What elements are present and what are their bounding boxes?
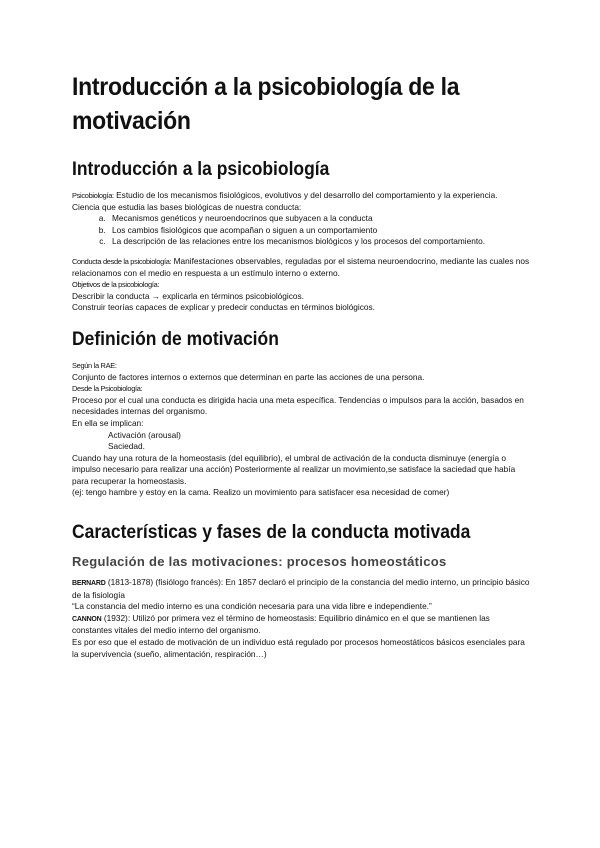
example-line: (ej: tengo hambre y estoy en la cama. Realizo un movimiento para satisfacer esa necesidad de comer): [72, 487, 450, 498]
conducta-paragraph: [72, 256, 532, 279]
objetivo-line: Construir teorías capaces de explicar y predecir conductas en términos biológicos.: [72, 302, 375, 313]
objetivo-line: Describir la conducta → explicarla en términos psicobiológicos.: [72, 290, 304, 301]
list-item: a. Mecanismos genéticos y neuroendocrinos que subyacen a la conducta: [108, 213, 532, 225]
conducta-label: Conducta desde la psicobiología:: [72, 256, 172, 266]
subsection-heading: Regulación de las motivaciones: procesos homeostáticos: [72, 554, 447, 570]
definition-text: Estudio de los mecanismos fisiológicos, evolutivos y del desarrollo del comportamiento y la experiencia.: [113, 190, 498, 200]
document-page: [72, 70, 532, 674]
bases-list: [72, 213, 532, 248]
psicobiologia-text: Proceso por el cual una conducta es dirigida hacia una meta específica. Tendencias o impulsos para la acción, basados en necesidades internas del organismo.: [72, 394, 524, 417]
list-item: c. La descripción de las relaciones entre los mecanismos biológicos y los procesos del comportamiento.: [108, 236, 532, 248]
spacer: [72, 248, 532, 256]
definition-paragraph: [72, 190, 532, 202]
quote-line: “La constancia del medio interno es una condición necesaria para una vida libre e independiente.”: [72, 601, 432, 612]
cannon-paragraph: [72, 613, 532, 637]
section-caracteristicas: [72, 521, 532, 660]
ciencia-line: Ciencia que estudia las bases biológicas de nuestra conducta:: [72, 201, 302, 212]
conducta-text: Manifestaciones observables, reguladas por el sistema neuroendocrino, mediante las cuales nos relacionamos con el medio en respuesta a un estímulo interno o externo.: [72, 255, 530, 278]
final-paragraph: Es por eso que el estado de motivación de un individuo está regulado por procesos homeostáticos básicos esenciales para la supervivencia (sueño, alimentación, respiración…): [72, 637, 525, 659]
implica-item: Activación (arousal): [108, 429, 181, 440]
bernard-paragraph: [72, 577, 532, 601]
psicobiologia-label: Desde la Psicobiología:: [72, 384, 143, 394]
bernard-label: BERNARD: [72, 580, 106, 588]
homeostasis-paragraph: Cuando hay una rotura de la homeostasis (del equilibrio), el umbral de activación de la conducta disminuye (energía o impulso necesario para realizar una acción) Posteriormente al realizar un movimiento,se satisface la saciedad que había para recuperar la homeostasis.: [72, 452, 516, 486]
objetivos-label: Objetivos de la psicobiología:: [72, 280, 160, 290]
section-heading: Introducción a la psicobiología: [72, 159, 330, 180]
implica-item: Saciedad.: [108, 441, 145, 452]
section-intro-psicobiologia: [72, 158, 532, 314]
document-title: Introducción a la psicobiología de la motivación: [72, 73, 460, 135]
bernard-text: (1813-1878) (fisiólogo francés): En 1857 declaró el principio de la constancia del medio interno, un principio básico de la fisiología: [72, 577, 530, 600]
spacer: [72, 513, 532, 521]
section-heading: Definición de motivación: [72, 328, 279, 350]
implican-line: En ella se implican:: [72, 417, 144, 428]
rae-text: Conjunto de factores internos o externos que determinan en parte las acciones de una persona.: [72, 371, 425, 382]
cannon-text: (1932): Utilizó por primera vez el término de homeostasis: Equilibrio dinámico en el que se mantienen las constantes vitales del medio interno del organismo.: [72, 612, 490, 636]
definition-label: Psicobiología:: [72, 191, 114, 200]
rae-label: Según la RAE:: [72, 360, 117, 370]
section-heading: Características y fases de la conducta motivada: [72, 522, 471, 544]
section-definicion-motivacion: [72, 328, 532, 499]
list-item: b. Los cambios fisiológicos que acompañan o siguen a un comportamiento: [108, 225, 532, 237]
cannon-label: CANNON: [72, 615, 102, 623]
